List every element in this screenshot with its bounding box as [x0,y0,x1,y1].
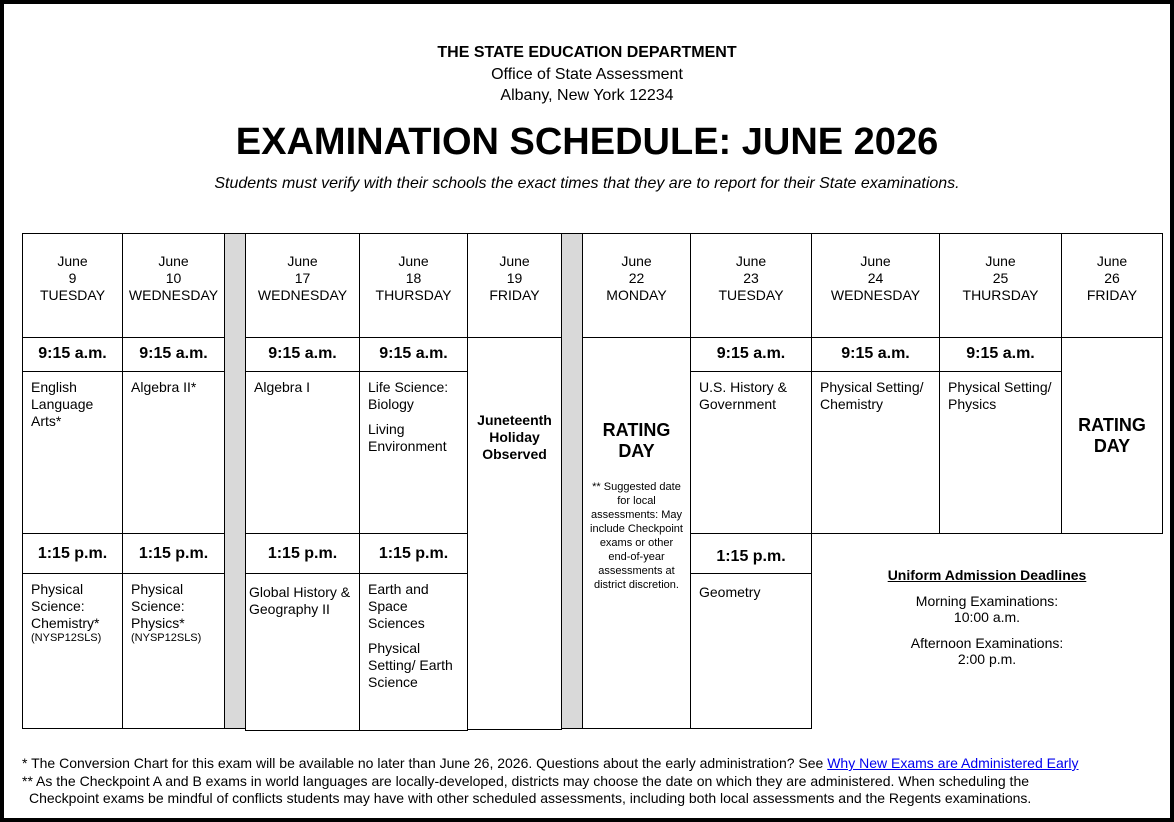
org-name: THE STATE EDUCATION DEPARTMENT [437,44,737,61]
rating-day-cell [1061,337,1163,534]
am-exam: Algebra I [245,371,360,534]
am-exam: U.S. History & Government [690,371,812,534]
day-header: June 10 WEDNESDAY [122,233,225,338]
am-exam: Algebra II* [122,371,225,534]
deadlines-title: Uniform Admission Deadlines [887,567,1087,583]
week-separator [224,233,246,729]
office-name: Office of State Assessment [491,66,683,83]
early-administration-link[interactable]: Why New Exams are Administered Early [827,755,1079,771]
holiday-cell [467,337,562,730]
morning-time: 10:00 a.m. [953,609,1021,625]
pm-time: 1:15 p.m. [122,533,225,574]
am-exam: Life Science: Biology Living Environment [359,371,468,534]
am-time: 9:15 a.m. [359,337,468,372]
rating-day-label: RATING DAY [1078,414,1146,456]
day-header: June 26 FRIDAY [1061,233,1163,338]
day-header: June 9 TUESDAY [22,233,123,338]
rating-day-label: RATING DAY [602,420,671,461]
am-time: 9:15 a.m. [811,337,940,372]
am-time: 9:15 a.m. [690,337,812,372]
am-time: 9:15 a.m. [122,337,225,372]
rating-day-cell [582,337,691,729]
week-separator [561,233,583,729]
pm-exam: Global History & Geography II [245,573,360,731]
day-header: June 22 MONDAY [582,233,691,338]
pm-exam: Earth and Space Sciences Physical Setting/ Earth Science [359,573,468,731]
pm-exam: Physical Science: Physics* (NYSP12SLS) [122,573,225,729]
address: Albany, New York 12234 [500,87,674,104]
am-time: 9:15 a.m. [939,337,1062,372]
afternoon-time: 2:00 p.m. [957,651,1017,667]
am-exam: English Language Arts* [22,371,123,534]
local-assessment-note: ** Suggested date for local assessments: May include Checkpoint exams or other end-of-year assessments at district discretion. [590,481,683,591]
day-header: June 24 WEDNESDAY [811,233,940,338]
footnote-checkpoint-line1: ** As the Checkpoint A and B exams in world languages are locally-developed, districts may choose the date on which they are administered. When scheduling the [22,773,1030,789]
pm-time: 1:15 p.m. [359,533,468,574]
am-exam: Physical Setting/ Chemistry [811,371,940,534]
pm-exam: Geometry [690,573,812,729]
footnote-conversion: * The Conversion Chart for this exam will be available no later than June 26, 2026. Questions about the early administration? See Why New Exams are Administered Early [22,755,1079,771]
morning-label: Morning Examinations: [915,593,1059,609]
am-exam: Physical Setting/ Physics [939,371,1062,534]
day-header: June 25 THURSDAY [939,233,1062,338]
pm-exam: Physical Science: Chemistry* (NYSP12SLS) [22,573,123,729]
am-time: 9:15 a.m. [245,337,360,372]
admission-deadlines [811,567,1163,667]
pm-time: 1:15 p.m. [245,533,360,574]
day-header: June 23 TUESDAY [690,233,812,338]
footnote-checkpoint-line2: Checkpoint exams be mindful of conflicts students may have with other scheduled assessments, including both local assessments and the Regents examinations. [29,790,1032,806]
holiday-label: Juneteenth Holiday Observed [477,412,552,462]
day-header: June 18 THURSDAY [359,233,468,338]
pm-time: 1:15 p.m. [690,533,812,574]
pm-time: 1:15 p.m. [22,533,123,574]
afternoon-label: Afternoon Examinations: [910,635,1064,651]
day-header: June 19 FRIDAY [467,233,562,338]
page-title: EXAMINATION SCHEDULE: JUNE 2026 [235,121,939,163]
subtitle: Students must verify with their schools the exact times that they are to report for their State examinations. [214,175,960,192]
day-header: June 17 WEDNESDAY [245,233,360,338]
am-time: 9:15 a.m. [22,337,123,372]
